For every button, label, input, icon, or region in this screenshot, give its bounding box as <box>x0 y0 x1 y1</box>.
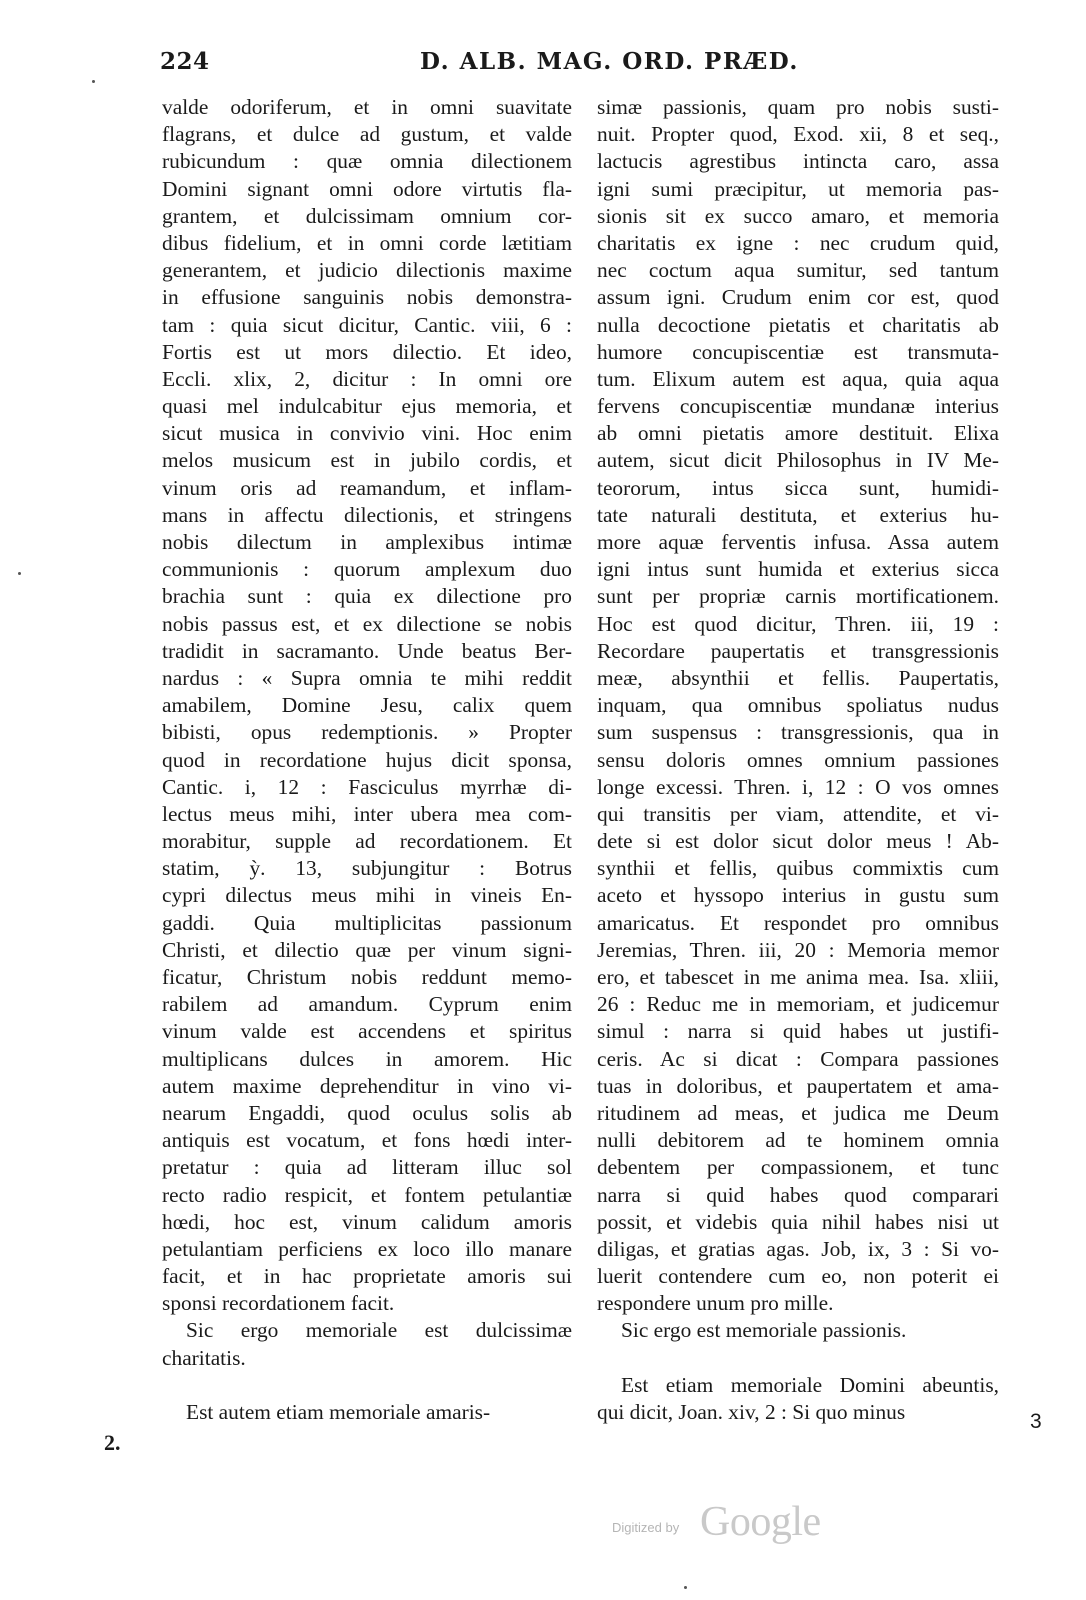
section-number-2: 2. <box>104 1430 121 1455</box>
text-line: 26 : Reduc me in memoriam, et judicemur <box>597 992 999 1017</box>
text-line: facit, et in hac proprietate amoris sui <box>162 1264 572 1289</box>
page-header <box>160 48 990 84</box>
text-line: generantem, et judicio dilectionis maxime <box>162 258 572 283</box>
text-line: Hoc est quod dicitur, Thren. iii, 19 : <box>597 611 999 636</box>
text-line: quasi mel indulcabitur ejus memoria, et <box>162 394 572 419</box>
text-line: quod in recordatione hujus dicit sponsa, <box>162 747 572 772</box>
text-line: aceto et hyssopo interius in gustu sum <box>597 883 999 908</box>
paragraph-gap <box>597 1345 999 1372</box>
text-line: sunt per propriæ carnis mortificationem. <box>597 584 999 609</box>
text-line: cypri dilectus meus mihi in vineis En- <box>162 883 572 908</box>
text-line: synthii et fellis, quibus commixtis cum <box>597 856 999 881</box>
text-line: brachia sunt : quia ex dilectione pro <box>162 584 572 609</box>
section-number-3: 3 <box>1030 1410 1042 1433</box>
text-line: statim, ỳ. 13, subjungitur : Botrus <box>162 856 572 881</box>
text-line: humore concupiscentiæ est transmuta- <box>597 339 999 364</box>
text-line: tum. Elixum autem est aqua, quia aqua <box>597 366 999 391</box>
text-line: Christi, et dilectio quæ per vinum signi- <box>162 937 572 962</box>
text-line: rabilem ad amandum. Cyprum enim <box>162 992 572 1017</box>
text-line: lactucis agrestibus intincta caro, assa <box>597 149 999 174</box>
text-line: mans in affectu dilectionis, et stringens <box>162 502 572 527</box>
text-line: ero, et tabescet in me anima mea. Isa. xliii, <box>597 965 999 989</box>
text-line: simul : narra si quid habes ut justifi- <box>597 1019 999 1044</box>
text-line: amaricatus. Et respondet pro omnibus <box>597 910 999 935</box>
text-line: vinum oris ad reamandum, et inflam- <box>162 475 572 500</box>
text-line: nobis dilectum in amplexibus intimæ <box>162 530 572 554</box>
text-line: flagrans, et dulce ad gustum, et valde <box>162 122 572 147</box>
text-line: Domini signant omni odore virtutis fla- <box>162 176 572 201</box>
text-line: qui transitis per viam, attendite, et vi- <box>597 801 999 826</box>
text-line: nuit. Propter quod, Exod. xii, 8 et seq., <box>597 122 999 147</box>
text-line: Fortis est ut mors dilectio. Et ideo, <box>162 339 572 364</box>
text-line: Recordare paupertatis et transgressionis <box>597 638 999 663</box>
text-line: longe excessi. Thren. i, 12 : O vos omnes <box>597 774 999 799</box>
text-line: more aquæ ferventis infusa. Assa autem <box>597 530 999 554</box>
left-column <box>162 94 572 1426</box>
text-line: tate naturali destituta, et exterius hu- <box>597 502 999 527</box>
text-line: nearum Engaddi, quod oculus solis ab <box>162 1100 572 1125</box>
text-line: nec coctum aqua sumitur, sed tantum <box>597 258 999 283</box>
scan-speck <box>684 1586 687 1589</box>
text-line: nulla decoctione pietatis et charitatis ab <box>597 312 999 337</box>
text-line: autem, sicut dicit Philosophus in IV Me- <box>597 448 999 473</box>
text-line: igni sumi præcipitur, ut memoria pas- <box>597 176 999 201</box>
text-line: melos musicum est in jubilo cordis, et <box>162 448 572 473</box>
text-line: antiquis est vocatum, et fons hœdi inter- <box>162 1128 572 1153</box>
text-line: ficatur, Christum nobis reddunt memo- <box>162 965 572 989</box>
digitized-by-text: Digitized by <box>612 1520 680 1535</box>
text-line: multiplicans dulces in amorem. Hic <box>162 1046 572 1071</box>
text-line: Sic ergo memoriale est dulcissimæ <box>186 1318 572 1343</box>
scan-speck <box>92 80 95 83</box>
text-line: nobis passus est, et ex dilectione se nobis <box>162 611 572 636</box>
text-line: teororum, intus sicca sunt, humidi- <box>597 475 999 500</box>
text-line: recto radio respicit, et fontem petulantiæ <box>162 1182 572 1207</box>
text-line: meæ, absynthii et fellis. Paupertatis, <box>597 665 999 690</box>
text-line: hœdi, hoc est, vinum calidum amoris <box>162 1209 572 1234</box>
text-line: amabilem, Domine Jesu, calix quem <box>162 693 572 718</box>
paragraph-gap <box>162 1372 572 1399</box>
text-line: Jeremias, Thren. iii, 20 : Memoria memor <box>597 937 999 962</box>
running-title: D. ALB. MAG. ORD. PRÆD. <box>420 48 799 75</box>
right-column <box>597 94 999 1426</box>
text-line: Cantic. i, 12 : Fasciculus myrrhæ di- <box>162 774 572 799</box>
text-line: charitatis ex igne : nec crudum quid, <box>597 230 999 255</box>
page-number: 224 <box>160 48 210 75</box>
text-line: rubicundum : quæ omnia dilectionem <box>162 149 572 174</box>
text-line: narra si quid habes quod comparari <box>597 1182 999 1207</box>
text-line: luerit contendere cum eo, non poterit ei <box>597 1264 999 1289</box>
text-line: gaddi. Quia multiplicitas passionum <box>162 910 572 935</box>
text-line: inquam, qua omnibus spoliatus nudus <box>597 693 999 718</box>
text-line: autem maxime deprehenditur in vino vi- <box>162 1073 572 1098</box>
text-line: respondere unum pro mille. <box>597 1291 834 1316</box>
text-line: assum igni. Crudum enim cor est, quod <box>597 285 999 310</box>
text-line: Sic ergo est memoriale passionis. <box>621 1318 907 1343</box>
text-line: tam : quia sicut dicitur, Cantic. viii, 6 : <box>162 312 572 337</box>
text-line: Est etiam memoriale Domini abeuntis, <box>621 1372 999 1397</box>
text-line: sponsi recordationem facit. <box>162 1291 395 1316</box>
text-line: nardus : « Supra omnia te mihi reddit <box>162 665 572 690</box>
text-line: valde odoriferum, et in omni suavitate <box>162 95 572 119</box>
text-line: ceris. Ac si dicat : Compara passiones <box>597 1046 999 1071</box>
text-line: nulli debitorem ad te hominem omnia <box>597 1128 999 1153</box>
text-line: diligas, et gratias agas. Job, ix, 3 : Si vo- <box>597 1236 999 1261</box>
text-line: ritudinem ad meas, et judica me Deum <box>597 1100 999 1125</box>
text-line: Eccli. xlix, 2, dicitur : In omni ore <box>162 366 572 391</box>
text-line: charitatis. <box>162 1345 246 1370</box>
text-line: qui dicit, Joan. xiv, 2 : Si quo minus <box>597 1399 906 1424</box>
text-line: pretatur : quia ad litteram illuc sol <box>162 1155 572 1180</box>
text-line: fervens concupiscentiæ mundanæ interius <box>597 394 999 419</box>
text-line: tuas in doloribus, et paupertatem et ama- <box>597 1073 999 1098</box>
text-line: sensu doloris omnes omnium passiones <box>597 747 999 772</box>
text-line: grantem, et dulcissimam omnium cor- <box>162 203 572 228</box>
text-line: lectus meus mihi, inter ubera mea com- <box>162 801 572 826</box>
scan-speck <box>18 572 21 575</box>
text-line: in effusione sanguinis nobis demonstra- <box>162 285 572 310</box>
text-line: bibisti, opus redemptionis. » Propter <box>162 720 572 745</box>
text-line: petulantiam perficiens ex loco illo manare <box>162 1236 572 1261</box>
text-line: debentem per compassionem, et tunc <box>597 1155 999 1180</box>
text-line: dete si est dolor sicut dolor meus ! Ab- <box>597 829 999 854</box>
text-line: sicut musica in convivio vini. Hoc enim <box>162 421 572 446</box>
text-line: possit, et videbis quia nihil habes nisi ut <box>597 1209 999 1234</box>
text-line: sum suspensus : transgressionis, qua in <box>597 720 999 745</box>
text-line: vinum valde est accendens et spiritus <box>162 1019 572 1044</box>
text-line: morabitur, supple ad recordationem. Et <box>162 829 572 854</box>
text-line: Est autem etiam memoriale amaris- <box>186 1399 491 1424</box>
text-line: ab omni pietatis amore destituit. Elixa <box>597 421 999 446</box>
text-line: simæ passionis, quam pro nobis susti- <box>597 95 999 119</box>
text-line: sionis sit ex succo amaro, et memoria <box>597 203 999 228</box>
text-line: igni intus sunt humida et exterius sicca <box>597 557 999 582</box>
text-line: tradidit in sacramanto. Unde beatus Ber- <box>162 638 572 663</box>
digitization-watermark <box>612 1500 872 1550</box>
google-logo: Google <box>700 1499 821 1545</box>
text-line: dibus fidelium, et in omni corde lætitiam <box>162 230 572 255</box>
text-line: communionis : quorum amplexum duo <box>162 557 572 582</box>
